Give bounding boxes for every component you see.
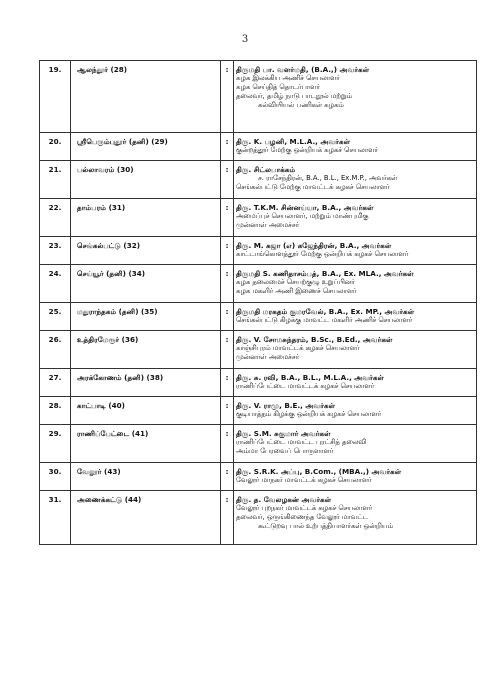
candidate-role: கல்வியியல் பணிகள் கழகம் — [258, 101, 344, 110]
constituency-name: பல்லாவரம் (30) — [71, 161, 221, 199]
candidate-name: திரு. T.K.M. சின்னய்யா, B.A., அவர்கள் — [236, 203, 374, 212]
row-number: 20. — [40, 133, 71, 161]
constituency-name: காட்பாடி (40) — [71, 397, 221, 425]
separator-colon: : — [221, 161, 234, 199]
table-row — [40, 161, 477, 199]
row-number: 19. — [40, 61, 71, 133]
candidate-name: திரு. V. சோமசுந்தரம், B.Sc., B.Ed., அவர்கள் — [236, 335, 393, 344]
candidate-role: குடியாத்தம் கிழக்கு ஒன்றியக் கழகச் செயலாளர் — [236, 410, 382, 419]
candidate-name: திரு. த. வேலழகன் அவர்கள் — [236, 495, 332, 504]
table-row — [40, 303, 477, 331]
page-number: 3 — [241, 34, 249, 45]
table-row — [40, 133, 477, 161]
constituency-name: ராணிப்பேட்டை (41) — [71, 425, 221, 463]
candidate-name: திரு. S.R.K. அப்பு, B.Com., (MBA.,) அவர்கள் — [236, 467, 402, 476]
candidate-role: வேலூர் புறநகர் மாவட்டக் கழகச் செயலாளர் — [236, 504, 373, 513]
candidate-role: வேலூர் மாநகர் மாவட்டக் கழகச் செயலாளர் — [236, 476, 372, 485]
constituency-name: மதுராந்தகம் (தனி) (35) — [71, 303, 221, 331]
candidate-role: ச. ராசேந்திரன், B.A., B.L., Ex.M.P., அவர்கள் — [258, 174, 398, 183]
candidate-role: அமைப்புச் செயலாளர், மற்றும் மாண்புமிகு — [236, 212, 369, 221]
candidate-role: அம்மா பேரவைப் பொருளாளர் — [236, 447, 334, 456]
constituency-name: செய்யூர் (தனி) (34) — [71, 265, 221, 303]
candidate-details — [234, 463, 477, 491]
candidate-role: செங்கல்பட்டு மேற்கு மாவட்டக் கழகச் செயலாளர் — [236, 183, 390, 192]
table-row — [40, 265, 477, 303]
candidate-name: திருமதி பா. வளர்மதி, (B.A.,) அவர்கள் — [236, 65, 370, 74]
candidate-details — [234, 369, 477, 397]
candidate-details — [234, 425, 477, 463]
row-number: 27. — [40, 369, 71, 397]
candidate-name: திரு. S.M. சுகுமார் அவர்கள் — [236, 429, 331, 438]
separator-colon: : — [221, 491, 234, 545]
separator-colon: : — [221, 237, 234, 265]
candidate-role: கழக தலைமைச் செயற்குழு உறுப்பினர் — [236, 278, 355, 287]
candidate-details — [234, 331, 477, 369]
table-row — [40, 425, 477, 463]
constituency-name: ஸ்ரீபெரும்புதூர் (தனி) (29) — [71, 133, 221, 161]
candidate-role: காஞ்சிபுரம் மாவட்டக் கழகச் செயலாளர் — [236, 344, 360, 353]
constituency-name: செங்கல்பட்டு (32) — [71, 237, 221, 265]
candidate-name: திரு. சு. ரவி, B.A., B.L., M.L.A., அவர்கள் — [236, 373, 385, 382]
row-number: 26. — [40, 331, 71, 369]
constituency-name: உத்திரமேரூர் (36) — [71, 331, 221, 369]
candidate-details — [234, 237, 477, 265]
candidate-role: முன்னாள் அமைச்சர் — [236, 353, 300, 362]
table-body — [40, 61, 477, 545]
candidate-name: திரு. K. பழனி, M.L.A., அவர்கள் — [236, 137, 351, 146]
separator-colon: : — [221, 425, 234, 463]
row-number: 28. — [40, 397, 71, 425]
candidate-name: திரு. M. கஜா (எ) கஜேந்திரன், B.A., அவர்கள் — [236, 241, 392, 250]
table-row — [40, 397, 477, 425]
candidate-role: குன்றத்தூர் மேற்கு ஒன்றியக் கழகச் செயலாளர் — [236, 146, 378, 155]
candidate-role: கழக செய்தித் தொடர்பாளர் — [236, 83, 320, 92]
separator-colon: : — [221, 61, 234, 133]
candidate-details — [234, 397, 477, 425]
row-number: 23. — [40, 237, 71, 265]
candidate-role: கழக மகளிர் அணி இணைச் செயலாளர் — [236, 287, 357, 296]
candidate-details — [234, 491, 477, 545]
separator-colon: : — [221, 133, 234, 161]
candidate-name: திருமதி S. கணிதாசம்பத், B.A., Ex. MLA., அவர்கள் — [236, 269, 414, 278]
candidate-name: திரு. சிட்லபாக்கம் — [236, 165, 296, 174]
candidate-details — [234, 265, 477, 303]
table-row — [40, 369, 477, 397]
row-number: 25. — [40, 303, 71, 331]
table-row — [40, 331, 477, 369]
candidate-role: கூட்டுறவு பால் உற்பத்தியாளர்கள் ஒன்றியம் — [258, 522, 393, 531]
constituency-name: தாம்பரம் (31) — [71, 199, 221, 237]
separator-colon: : — [221, 265, 234, 303]
separator-colon: : — [221, 331, 234, 369]
candidate-role: முன்னாள் அமைச்சர் — [236, 221, 300, 230]
constituency-table — [39, 60, 477, 545]
constituency-name: அணைக்கட்டு (44) — [71, 491, 221, 545]
candidate-details — [234, 303, 477, 331]
candidate-details — [234, 161, 477, 199]
row-number: 21. — [40, 161, 71, 199]
candidate-role: தலைவர், ஒருங்கிணைந்த வேலூர் மாவட்ட — [236, 513, 369, 522]
row-number: 29. — [40, 425, 71, 463]
table-row — [40, 463, 477, 491]
table-row — [40, 491, 477, 545]
table-row — [40, 199, 477, 237]
separator-colon: : — [221, 397, 234, 425]
row-number: 30. — [40, 463, 71, 491]
constituency-name: வேலூர் (43) — [71, 463, 221, 491]
candidate-name: திரு. V. ராமு, B.E., அவர்கள் — [236, 401, 336, 410]
constituency-name: அரக்கோணம் (தனி) (38) — [71, 369, 221, 397]
candidate-details — [234, 133, 477, 161]
table-row — [40, 61, 477, 133]
separator-colon: : — [221, 369, 234, 397]
candidate-role: தலைவர், தமிழ் நாடு பாடநூல் மற்றும் — [236, 92, 352, 101]
row-number: 22. — [40, 199, 71, 237]
separator-colon: : — [221, 199, 234, 237]
candidate-role: கழக இலக்கிய அணிச் செயலாளர் — [236, 74, 340, 83]
constituency-name: ஆலந்தூர் (28) — [71, 61, 221, 133]
candidate-name: திருமதி மரகதம் குமரவேல், B.A., Ex. MP., அவர்கள் — [236, 307, 415, 316]
separator-colon: : — [221, 303, 234, 331]
candidate-role: காட்டாங்கொளத்தூர் மேற்கு ஒன்றியக் கழகச் செயலாளர் — [236, 250, 409, 259]
candidate-details — [234, 61, 477, 133]
candidate-role: ராணிப்பேட்டை மாவட்டக் கழகச் செயலாளர் — [236, 382, 375, 391]
candidate-role: செங்கல்பட்டு கிழக்கு மாவட்ட மகளிர் அணிச் செயலாளர் — [236, 316, 413, 325]
row-number: 24. — [40, 265, 71, 303]
candidate-details — [234, 199, 477, 237]
table-row — [40, 237, 477, 265]
candidate-role: ராணிப்பேட்டை மாவட்ட புரட்சித் தலைவி — [236, 438, 367, 447]
separator-colon: : — [221, 463, 234, 491]
row-number: 31. — [40, 491, 71, 545]
